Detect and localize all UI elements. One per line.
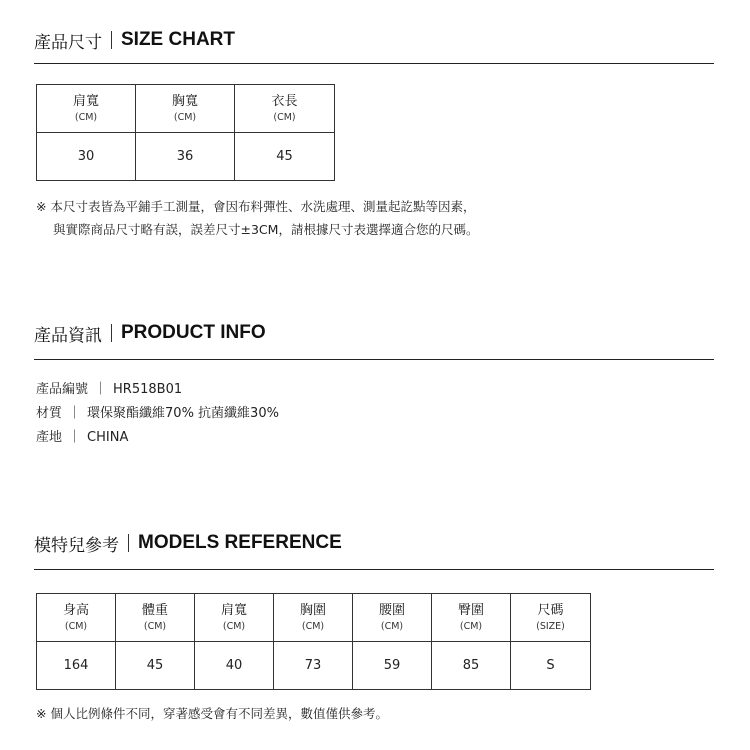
size-chart-note-line2: 與實際商品尺寸略有誤，誤差尺寸±3CM，請根據尺寸表選擇適合您的尺碼。	[53, 222, 479, 237]
product-info-rule	[34, 359, 714, 360]
models-value-cell: 73	[274, 642, 353, 690]
title-divider	[128, 534, 129, 552]
product-info-row-code	[36, 378, 279, 402]
size-chart-header-cell	[136, 85, 235, 133]
info-value: 環保聚酯纖維70% 抗菌纖維30%	[87, 406, 279, 421]
header-label: 肩寬	[72, 93, 99, 109]
models-value-cell: 85	[432, 642, 511, 690]
size-chart-value-row	[37, 133, 335, 181]
size-chart-value-cell: 30	[37, 133, 136, 181]
header-unit: (CM)	[173, 111, 197, 123]
models-header-cell	[432, 594, 511, 642]
product-info-title-en: PRODUCT INFO	[121, 322, 266, 343]
header-unit: (CM)	[301, 620, 325, 632]
models-header-row	[37, 594, 591, 642]
info-value: CHINA	[87, 430, 129, 445]
size-chart-value-cell: 36	[136, 133, 235, 181]
product-info-row-material	[36, 402, 279, 426]
header-label: 胸寬	[171, 93, 198, 109]
models-value-cell: 59	[353, 642, 432, 690]
header-unit: (CM)	[380, 620, 404, 632]
product-info-list	[36, 378, 279, 450]
models-value-cell: 164	[37, 642, 116, 690]
info-separator: ｜	[68, 406, 82, 421]
header-label: 尺碼	[537, 602, 564, 618]
header-label: 體重	[141, 602, 168, 618]
size-chart-header-cell	[235, 85, 335, 133]
header-label: 身高	[62, 602, 89, 618]
size-chart-header-row	[37, 85, 335, 133]
models-value-cell: 40	[195, 642, 274, 690]
models-reference-note: ※ 個人比例條件不同，穿著感受會有不同差異，數值僅供參考。	[36, 706, 388, 721]
models-value-cell: S	[511, 642, 591, 690]
models-value-row	[37, 642, 591, 690]
models-header-cell	[274, 594, 353, 642]
models-reference-title-zh: 模特兒參考	[34, 535, 119, 556]
header-unit: (CM)	[143, 620, 167, 632]
size-chart-title-en: SIZE CHART	[121, 29, 235, 50]
size-chart-value-cell: 45	[235, 133, 335, 181]
product-info-title	[34, 321, 266, 345]
header-label: 腰圍	[378, 602, 405, 618]
info-separator: ｜	[68, 430, 82, 445]
title-divider	[111, 31, 112, 49]
models-header-cell	[511, 594, 591, 642]
header-unit: (CM)	[273, 111, 296, 123]
info-value: HR518B01	[113, 382, 183, 397]
header-unit: (CM)	[222, 620, 246, 632]
size-chart-note-line1: ※ 本尺寸表皆為平鋪手工測量，會因布料彈性、水洗處理、測量起訖點等因素，	[36, 199, 476, 214]
header-unit: (CM)	[459, 620, 483, 632]
size-chart-header-cell	[37, 85, 136, 133]
models-reference-title-en: MODELS REFERENCE	[138, 532, 342, 553]
product-info-title-zh: 產品資訊	[34, 325, 102, 346]
size-chart-table	[36, 84, 335, 181]
info-label: 材質	[36, 406, 63, 421]
header-unit: (CM)	[64, 620, 88, 632]
info-label: 產地	[36, 430, 63, 445]
models-header-cell	[195, 594, 274, 642]
models-header-cell	[353, 594, 432, 642]
info-separator: ｜	[94, 382, 108, 397]
models-header-cell	[37, 594, 116, 642]
header-label: 胸圍	[299, 602, 326, 618]
product-info-row-origin	[36, 426, 279, 450]
header-label: 肩寬	[220, 602, 247, 618]
models-reference-rule	[34, 569, 714, 570]
models-reference-title	[34, 531, 342, 555]
size-chart-title	[34, 28, 235, 52]
header-label: 臀圍	[457, 602, 484, 618]
size-chart-rule	[34, 63, 714, 64]
info-label: 產品編號	[36, 382, 89, 397]
title-divider	[111, 324, 112, 342]
header-label: 衣長	[271, 93, 298, 109]
size-chart-note	[36, 195, 478, 241]
header-unit: (CM)	[74, 111, 98, 123]
size-chart-title-zh: 產品尺寸	[34, 32, 102, 53]
header-unit: (SIZE)	[536, 620, 565, 632]
models-reference-table	[36, 593, 591, 690]
models-value-cell: 45	[116, 642, 195, 690]
models-header-cell	[116, 594, 195, 642]
